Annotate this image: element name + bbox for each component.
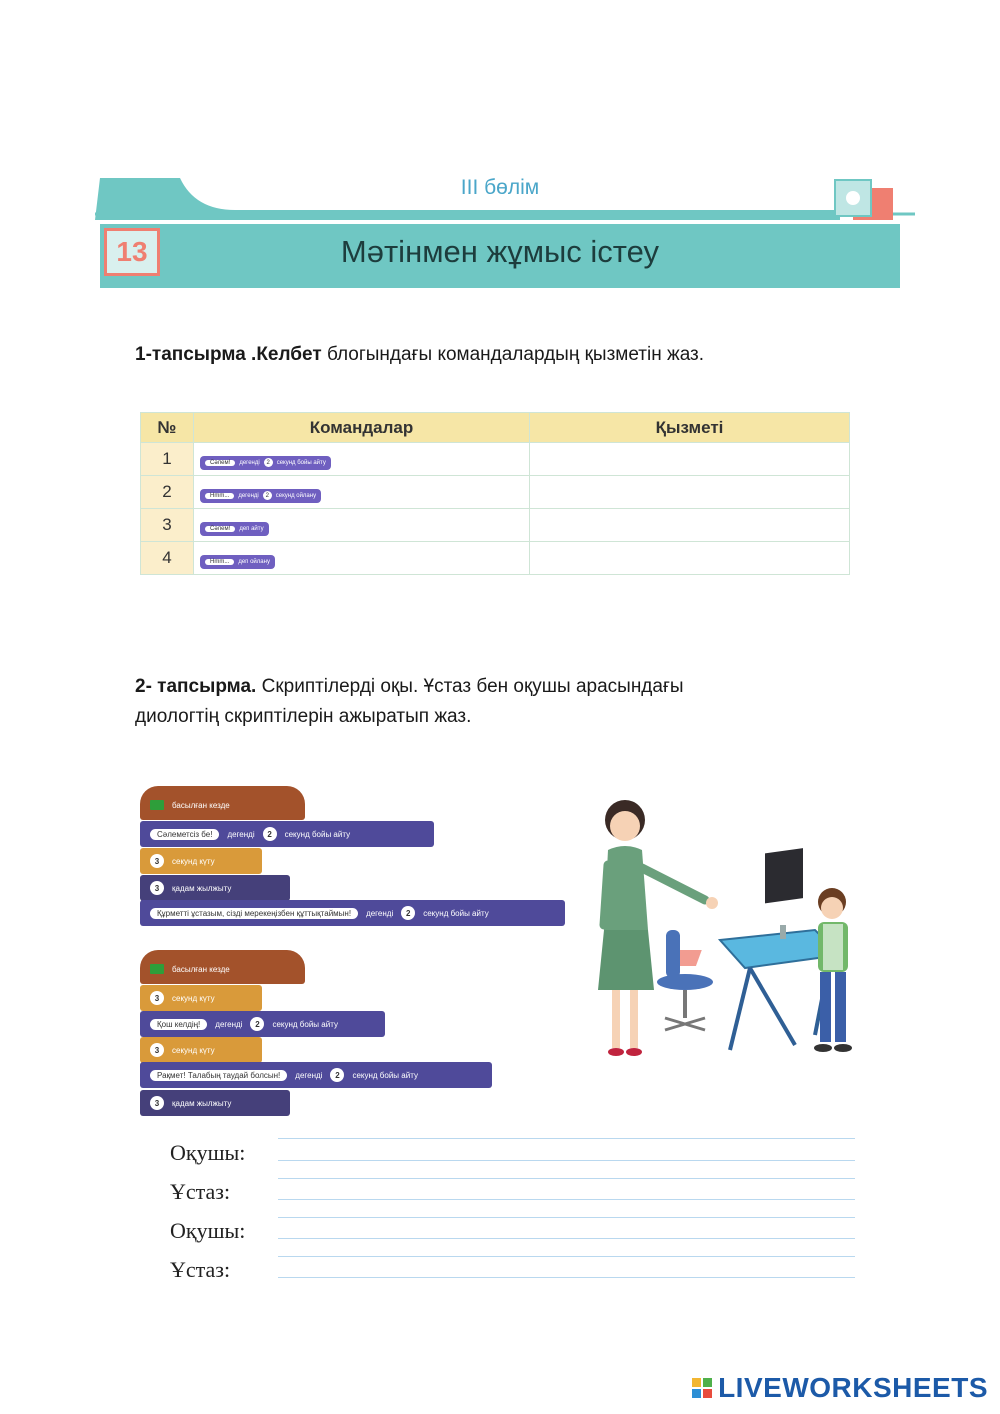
teacher-student-illustration [590,790,880,1070]
writing-line [278,1178,855,1179]
command-cell [194,476,530,509]
column-header-commands: Командалар [194,413,530,443]
say-for-secs-block: Құрметті ұстазым, сізді мерекеңізбен құттықтаймын! дегенді 2 секунд бойы айту [140,900,565,926]
command-cell [194,542,530,575]
move-steps-block: 3 қадам жылжыту [140,1090,290,1116]
block-label: дегенді [239,459,260,466]
block-label: деп ойлану [238,558,270,565]
task-1-instruction [135,340,704,370]
block-number-input: 2 [263,491,272,500]
think-for-secs-block [200,489,321,503]
table-row [141,476,850,509]
dialogue-label-teacher: Ұстаз: [170,1257,231,1282]
section-label: III бөлім [460,176,540,199]
task-1-text: блогындағы командалардың қызметін жаз. [321,344,705,365]
answer-line-student-2[interactable] [278,1238,855,1239]
table-row [141,542,850,575]
block-label: секунд ойлану [275,492,317,499]
function-answer-cell[interactable] [530,443,850,476]
block-text-input: Сәлем! [205,460,235,466]
writing-line [278,1138,855,1139]
logo-text: LIVEWORKSHEETS [718,1372,988,1403]
say-for-secs-block: Қош келдің! дегенді 2 секунд бойы айту [140,1011,385,1037]
commands-table [140,412,850,575]
say-block [200,522,269,536]
block-number-input: 2 [264,458,273,467]
command-cell [194,443,530,476]
when-flag-clicked-block: басылған кезде [140,786,305,820]
block-text-input: Сәлем! [205,526,235,532]
task-2-text-line2: диологтің скриптілерін ажыратып жаз. [135,706,472,727]
wait-secs-block: 3 секунд күту [140,985,262,1011]
when-flag-clicked-block: басылған кезде [140,950,305,984]
row-number: 3 [141,509,194,542]
writing-line [278,1217,855,1218]
function-answer-cell[interactable] [530,509,850,542]
say-for-secs-block: Сәлеметсіз бе! дегенді 2 секунд бойы айту [140,821,434,847]
answer-line-student-1[interactable] [278,1160,855,1161]
answer-line-teacher-2[interactable] [278,1277,855,1278]
row-number: 1 [141,443,194,476]
table-row [141,509,850,542]
green-flag-icon [150,800,164,810]
row-number: 4 [141,542,194,575]
task-2-instruction [135,672,684,732]
chapter-title: Мәтінмен жұмыс істеу [340,234,660,269]
block-label: деп айту [239,525,264,532]
block-text-input: Hmm... [205,493,234,499]
column-header-function: Қызметі [530,413,850,443]
liveworksheets-logo [692,1372,988,1404]
function-answer-cell[interactable] [530,476,850,509]
dialogue-label-student: Оқушы: [170,1140,246,1165]
move-steps-block: 3 қадам жылжыту [140,875,290,901]
logo-grid-icon [692,1378,712,1398]
command-cell [194,509,530,542]
wait-secs-block: 3 секунд күту [140,1037,262,1063]
dialogue-label-teacher: Ұстаз: [170,1179,231,1204]
block-text-input: Hmm... [205,559,234,565]
column-header-number: № [141,413,194,443]
block-label: дегенді [238,492,259,499]
writing-line [278,1256,855,1257]
function-answer-cell[interactable] [530,542,850,575]
think-block [200,555,275,569]
green-flag-icon [150,964,164,974]
row-number: 2 [141,476,194,509]
table-row [141,443,850,476]
chapter-number-badge: 13 [104,228,160,276]
dialogue-label-student: Оқушы: [170,1218,246,1243]
task-2-label: 2- тапсырма. [135,676,257,697]
task-1-label: 1-тапсырма .Келбет [135,344,322,365]
task-2-text-line1: Скриптілерді оқы. Ұстаз бен оқушы арасындағы [256,676,684,697]
answer-line-teacher-1[interactable] [278,1199,855,1200]
table-header-row [141,413,850,443]
say-for-secs-block [200,456,331,470]
wait-secs-block: 3 секунд күту [140,848,262,874]
say-for-secs-block: Рақмет! Талабың таудай болсын! дегенді 2 секунд бойы айту [140,1062,492,1088]
block-label: секунд бойы айту [276,459,326,466]
